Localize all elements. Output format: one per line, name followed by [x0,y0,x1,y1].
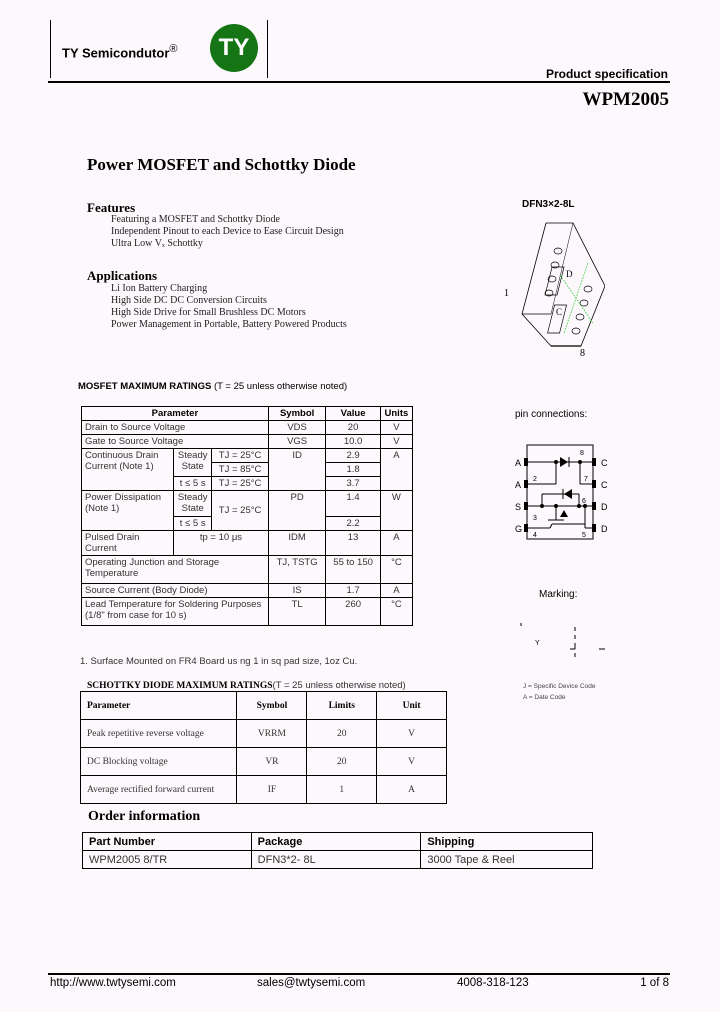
table-row: Gate to Source Voltage VGS 10.0 V [82,435,413,449]
svg-text:8: 8 [580,450,584,457]
marking-legend-2: A = Date Code [523,694,566,701]
table-row: DC Blocking voltage VR 20 V [81,748,447,776]
table-header-row: Part Number Package Shipping [83,833,593,851]
table-header-row: Parameter Symbol Value Units [82,407,413,421]
header-divider-right [267,20,268,78]
mosfet-note: 1. Surface Mounted on FR4 Board us ng 1 in sq pad size, 1oz Cu. [80,656,358,667]
footer-url-link[interactable]: http://www.twtysemi.com [50,977,176,989]
mosfet-ratings-table [81,406,413,626]
company-logo: TY [210,24,258,72]
footer-email-link[interactable]: sales@twtysemi.com [257,977,366,989]
footer-rule [48,973,670,975]
pin-connections-title: pin connections: [515,409,588,420]
table-row: Power Dissipation (Note 1) Steady State TJ = 25°C PD 1.4 W [82,491,413,517]
company-name: TY Semicondutor® [62,43,178,61]
table-row: Drain to Source Voltage VDS 20 V [82,421,413,435]
schottky-ratings-table [80,691,447,804]
svg-text:2: 2 [533,476,537,483]
svg-text:A: A [515,458,522,468]
order-info-table [82,832,593,869]
doc-type: Product specification [545,67,668,81]
schottky-ratings-title: SCHOTTKY DIODE MAXIMUM RATINGS(T = 25 unless otherwise noted) [87,680,406,691]
package-drawing-icon [505,215,605,365]
header-divider-left [50,20,51,78]
svg-text:7: 7 [584,476,588,483]
header-rule [48,81,670,83]
applications-list [111,283,347,331]
mark-c: C [556,307,563,317]
svg-text:C: C [601,480,608,490]
package-name: DFN3×2-8L [522,199,575,210]
svg-text:6: 6 [582,498,586,505]
pin8-label: 8 [580,348,585,359]
svg-text:D: D [601,524,608,534]
svg-text:C: C [601,458,608,468]
svg-text:D: D [601,502,608,512]
features-heading: Features [87,200,136,215]
svg-text:5: 5 [582,532,586,539]
features-list [111,214,344,250]
svg-text:A: A [515,480,522,490]
svg-text:3: 3 [533,515,537,522]
application-item: High Side Drive for Small Brushless DC Motors [111,307,306,318]
table-row: Peak repetitive reverse voltage VRRM 20 V [81,720,447,748]
svg-text:Y: Y [535,640,540,647]
table-row: Continuous Drain Current (Note 1) Steady State TJ = 25°C ID 2.9 A [82,449,413,463]
feature-item: Ultra Low Vₓ Schottky [111,238,203,249]
table-row: TJ = 85°C 1.8 [82,463,413,477]
table-row: Average rectified forward current IF 1 A [81,776,447,804]
svg-text:4: 4 [533,532,537,539]
svg-text:G: G [515,524,523,534]
part-number: WPM2005 [582,89,669,110]
table-row: Lead Temperature for Soldering Purposes (1/8" from case for 10 s) TL 260 °C [82,598,413,626]
table-header-row: Parameter Symbol Limits Unit [81,692,447,720]
application-item: Li Ion Battery Charging [111,283,208,294]
table-row: t ≤ 5 s TJ = 25°C 3.7 [82,477,413,491]
order-info-heading: Order information [88,809,201,824]
application-item: Power Management in Portable, Battery Powered Products [111,319,347,330]
table-row: Source Current (Body Diode) IS 1.7 A [82,584,413,598]
table-row: Operating Junction and Storage Temperature TJ, TSTG 55 to 150 °C [82,556,413,584]
footer-phone: 4008-318-123 [457,977,529,989]
table-row: Pulsed Drain Current tp = 10 μs IDM 13 A [82,531,413,556]
marking-diagram-icon [515,615,615,665]
table-row: WPM2005 8/TR DFN3*2- 8L 3000 Tape & Reel [83,851,593,869]
marking-legend-1: J = Specific Device Code [523,683,596,690]
pin-connection-diagram-icon [512,440,612,545]
feature-item: Featuring a MOSFET and Schottky Diode [111,214,280,225]
feature-item: Independent Pinout to each Device to Ease Circuit Design [111,226,344,237]
pin1-label: 1 [504,288,509,299]
table-row: t ≤ 5 s 2.2 [82,517,413,531]
page-title: Power MOSFET and Schottky Diode [87,155,356,174]
mosfet-ratings-title: MOSFET MAXIMUM RATINGS (T = 25 unless otherwise noted) [78,381,348,392]
page-number: 1 of 8 [640,977,669,989]
application-item: High Side DC DC Conversion Circuits [111,295,267,306]
svg-text:S: S [515,502,522,512]
applications-heading: Applications [87,268,158,283]
mark-d: D [566,269,573,279]
marking-title: Marking: [539,589,578,600]
